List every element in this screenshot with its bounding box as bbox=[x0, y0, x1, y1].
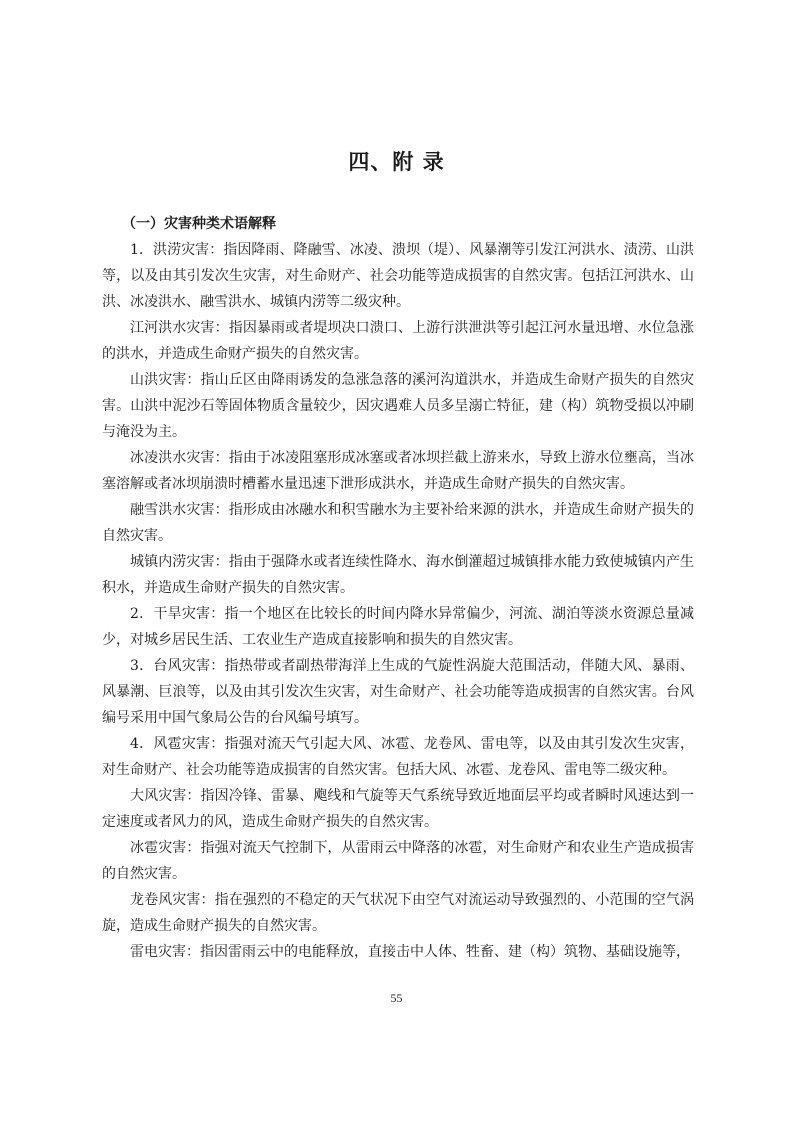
paragraph-wind-hail: 4．风雹灾害：指强对流天气引起大风、冰雹、龙卷风、雷电等，以及由其引发次生灾害，对生命财产、社会功能等造成损害的自然灾害。包括大风、冰雹、龙卷风、雷电等二级灾种。 bbox=[102, 736, 694, 778]
paragraph-mountain-torrent: 山洪灾害：指山丘区由降雨诱发的急涨急落的溪河沟道洪水，并造成生命财产损失的自然灾害。山洪中泥沙石等固体物质含量较少，因灾遇难人员多呈溺亡特征，建（构）筑物受损以冲刷与淹没为主。 bbox=[102, 372, 694, 440]
page-title: 四、附 录 bbox=[348, 150, 445, 174]
body-text bbox=[102, 237, 694, 965]
paragraph-lightning: 雷电灾害：指因雷雨云中的电能释放，直接击中人体、牲畜、建（构）筑物、基础设施等， bbox=[130, 944, 690, 960]
paragraph-typhoon: 3．台风灾害：指热带或者副热带海洋上生成的气旋性涡旋大范围活动，伴随大风、暴雨、风暴潮、巨浪等，以及由其引发次生灾害，对生命财产、社会功能等造成损害的自然灾害。台风编号采用中国气象局公告的台风编号填写。 bbox=[102, 658, 694, 726]
paragraph-urban-waterlogging: 城镇内涝灾害：指由于强降水或者连续性降水、海水倒灌超过城镇排水能力致使城镇内产生积水，并造成生命财产损失的自然灾害。 bbox=[102, 554, 694, 596]
paragraph-tornado: 龙卷风灾害：指在强烈的不稳定的天气状况下由空气对流运动导致强烈的、小范围的空气涡旋，造成生命财产损失的自然灾害。 bbox=[102, 892, 694, 934]
paragraph-ice-flood: 冰凌洪水灾害：指由于冰凌阻塞形成冰塞或者冰坝拦截上游来水，导致上游水位壅高，当冰塞溶解或者冰坝崩溃时槽蓄水量迅速下泄形成洪水，并造成生命财产损失的自然灾害。 bbox=[102, 450, 694, 492]
paragraph-flood-disaster: 1．洪涝灾害：指因降雨、降融雪、冰凌、溃坝（堤）、风暴潮等引发江河洪水、渍涝、山洪等，以及由其引发次生灾害，对生命财产、社会功能等造成损害的自然灾害。包括江河洪水、山洪、冰凌洪水、融雪洪水、城镇内涝等二级灾种。 bbox=[102, 242, 694, 310]
paragraph-river-flood: 江河洪水灾害：指因暴雨或者堤坝决口溃口、上游行洪泄洪等引起江河水量迅增、水位急涨的洪水，并造成生命财产损失的自然灾害。 bbox=[102, 320, 694, 362]
paragraph-drought: 2．干旱灾害：指一个地区在比较长的时间内降水异常偏少，河流、湖泊等淡水资源总量减少，对城乡居民生活、工农业生产造成直接影响和损失的自然灾害。 bbox=[102, 606, 694, 648]
paragraph-gale: 大风灾害：指因冷锋、雷暴、飑线和气旋等天气系统导致近地面层平均或者瞬时风速达到一定速度或者风力的风，造成生命财产损失的自然灾害。 bbox=[102, 788, 694, 830]
section-heading: （一）灾害种类术语解释 bbox=[122, 216, 276, 232]
paragraph-snowmelt-flood: 融雪洪水灾害：指形成由冰融水和积雪融水为主要补给来源的洪水，并造成生命财产损失的自然灾害。 bbox=[102, 502, 694, 544]
paragraph-hail: 冰雹灾害：指强对流天气控制下，从雷雨云中降落的冰雹，对生命财产和农业生产造成损害的自然灾害。 bbox=[102, 840, 694, 882]
page-number: 55 bbox=[390, 991, 403, 1005]
